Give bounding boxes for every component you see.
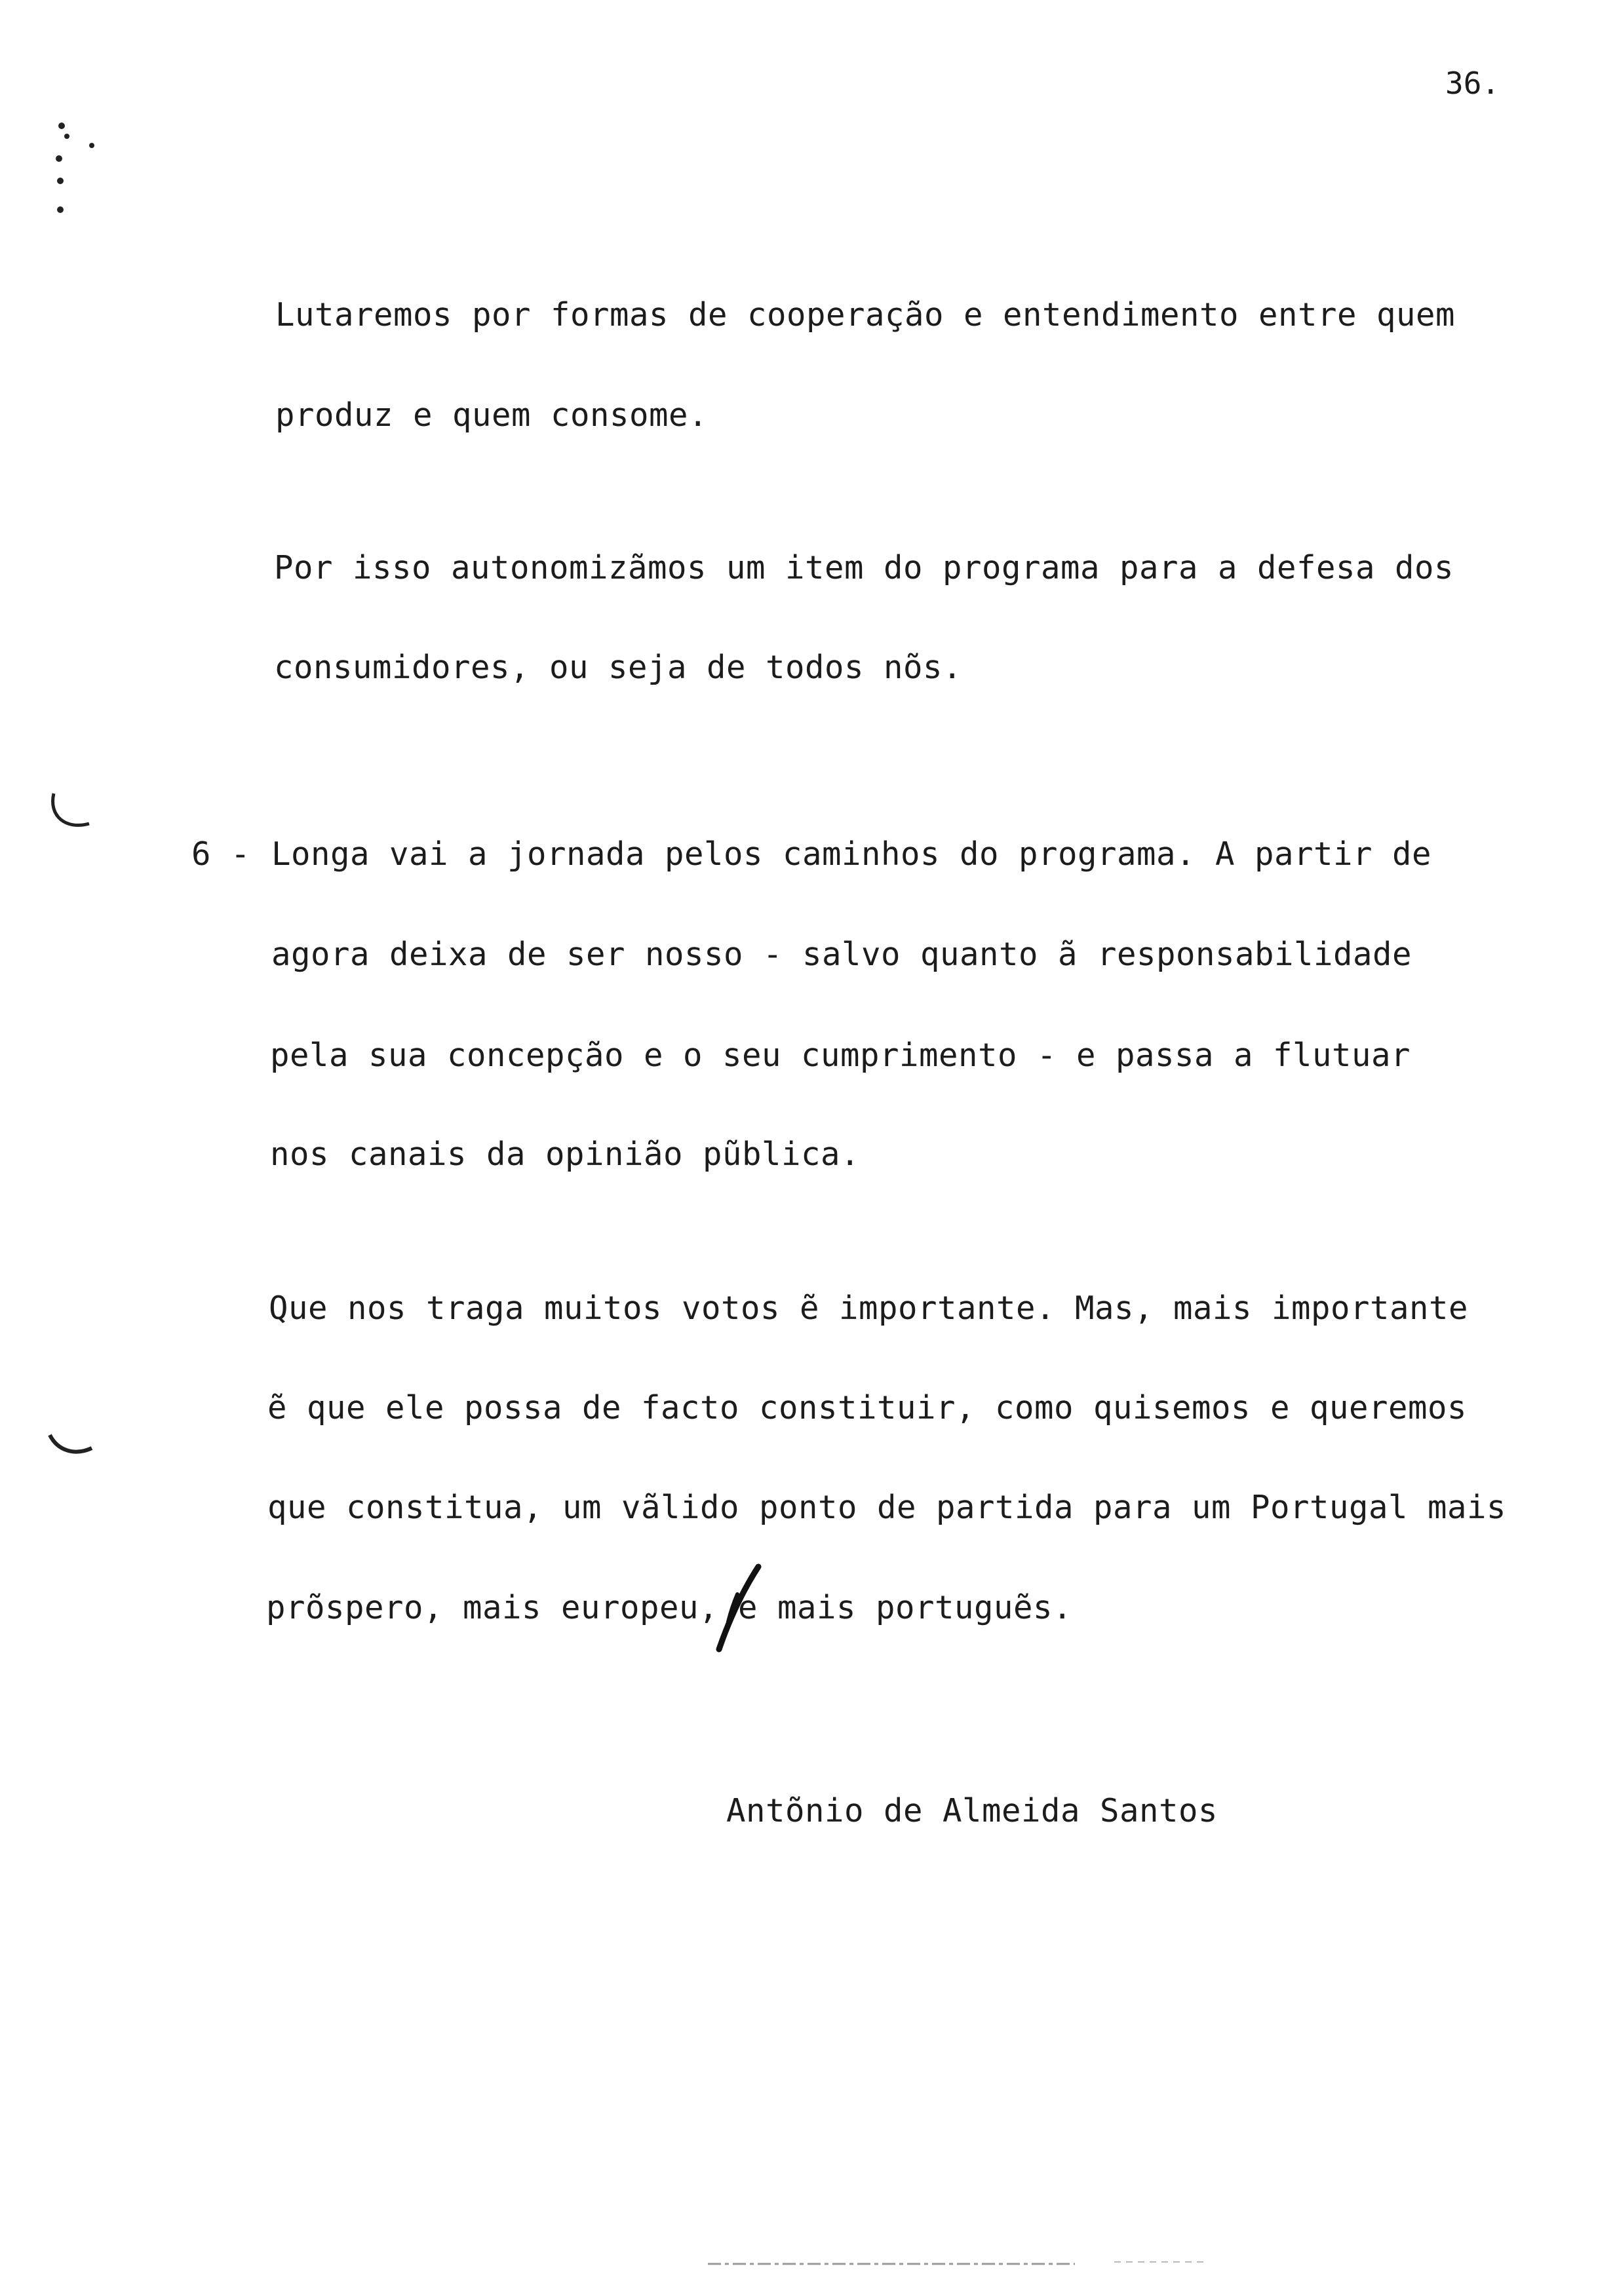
body-text-line: produz e quem consome. [275,396,709,434]
item-number: 6 - [191,835,251,873]
body-text-line: nos canais da opinião pũblica. [270,1136,861,1173]
left-margin-arc-mark [46,790,98,835]
body-text-line: consumidores, ou seja de todos nõs. [274,649,963,686]
body-text-line: Longa vai a jornada pelos caminhos do programa. A partir de [271,835,1432,873]
body-text-line: ẽ que ele possa de facto constituir, como quisemos e queremos [267,1389,1468,1426]
author-signature: Antõnio de Almeida Santos [726,1792,1218,1829]
body-text-line: que constitua, um vãlido ponto de partida para um Portugal mais [267,1489,1507,1526]
body-text-line: agora deixa de ser nosso - salvo quanto ã responsabilidade [271,936,1412,973]
left-margin-arc-mark-2 [46,1428,98,1468]
body-text-line: prõspero, mais europeu, e mais portuguẽs. [266,1589,1073,1626]
page-number: 36. [1445,66,1500,101]
handwritten-strike-mark [711,1563,764,1655]
scan-smudge-mark [708,2254,1298,2274]
body-text-line: Lutaremos por formas de cooperação e entendimento entre quem [275,296,1456,334]
margin-dots-mark [52,118,105,223]
body-text-line: Por isso autonomizãmos um item do programa para a defesa dos [274,549,1454,586]
body-text-line: pela sua concepção e o seu cumprimento - e passa a flutuar [270,1037,1411,1074]
body-text-line: Que nos traga muitos votos ẽ importante. Mas, mais importante [269,1290,1469,1327]
